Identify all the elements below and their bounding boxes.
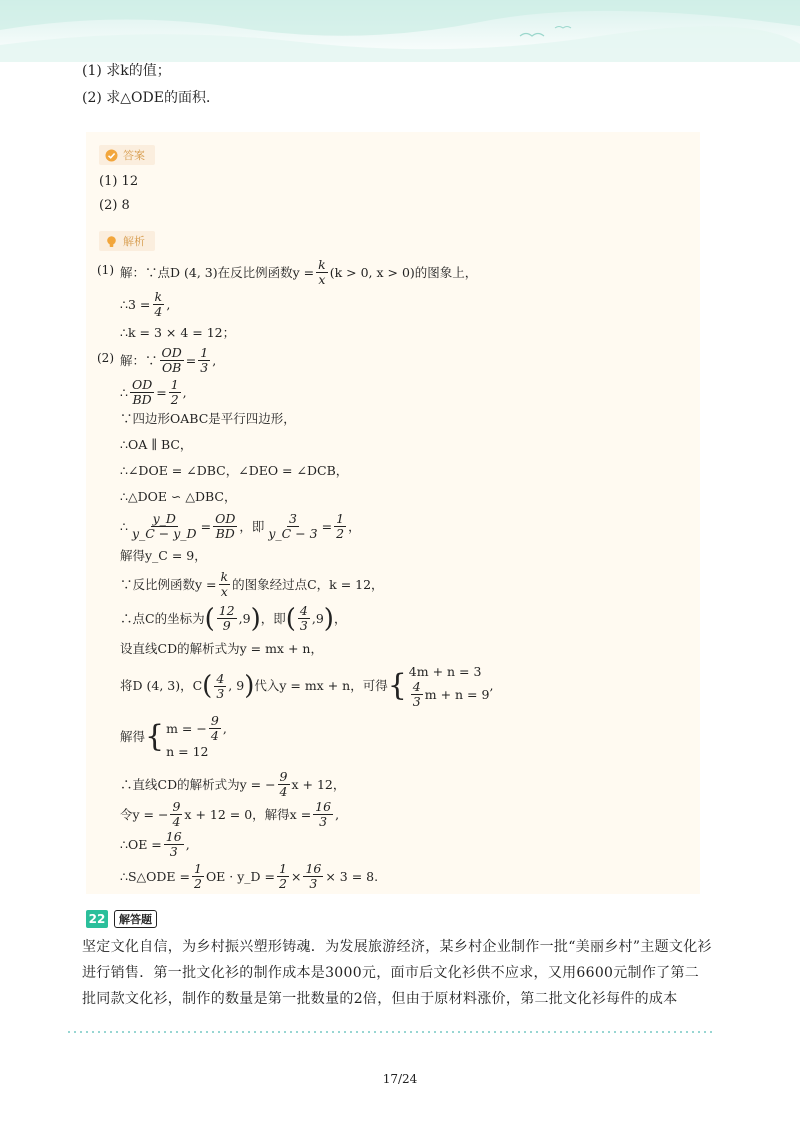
numerator: 1 [170,377,179,392]
sol-line-3: ∴k = 3 × 4 = 12； [120,325,236,340]
numerator: 1 [279,861,287,876]
question-22-text: 坚定文化自信，为乡村振兴塑形铸魂．为发展旅游经济，某乡村企业制作一批“美丽乡村”主题文化衫进行销售．第一批文化衫的制作成本是3000元，面市后文化衫供不应求，又用6600元制作了第二批同款文化衫，制作的数量是第一批数量的2倍，但由于原材料涨价，第二批文化衫每件的成本 [82,939,712,1007]
denominator: 9 [222,618,231,633]
numerator: OD [215,511,236,526]
numerator: 1 [336,511,345,526]
sol-line-15 [120,664,493,708]
question-type-tag: 解答题 [114,910,157,928]
denominator: BD [132,392,152,407]
sol-line-18 [120,800,339,829]
landscape-decoration [0,0,800,62]
sol-text: 将D (4, 3)，C [120,678,203,693]
sol-text: ∴OE = [120,836,162,852]
sol-line-7: ∴OA ∥ BC， [120,437,193,452]
right-paren: ) [244,671,255,701]
sol-text: = [321,518,333,534]
sol-line-5 [120,378,187,407]
denominator: 3 [319,814,328,829]
sol-line-2 [120,290,170,319]
sol-text: 代入y = mx + n，可得 [254,678,388,693]
answer-2: (2) 8 [99,198,130,213]
sol-line-14: 设直线CD的解析式为y = mx + n， [120,641,323,656]
fraction [217,604,237,633]
answer-label: 答案 [123,149,145,162]
sol-text: ∴点C的坐标为 [120,610,205,626]
sol-text: ∴ [120,384,128,400]
sol-text: ∵反比例函数y = [120,576,217,592]
fraction [334,512,346,541]
sol-line-8: ∴∠DOE = ∠DBC，∠DEO = ∠DCB， [120,463,349,478]
sol-line-10 [120,512,361,541]
sol-line-11: 解得y_C = 9， [120,548,207,563]
denominator: 3 [309,876,318,891]
numerator: 4 [299,603,308,618]
sol-line-20 [120,862,378,891]
sol-text: OE · y_D = [205,868,276,884]
fraction [130,512,199,541]
sol-text: ， [333,610,347,626]
fraction [278,770,290,799]
fraction [313,800,333,829]
sol-text: ∴S△ODE = [120,868,190,884]
sol-text: x + 12 = 0，解得x = [184,806,312,822]
sol-text: (k > 0, x > 0)的图象上， [329,264,478,280]
question-number-badge: 22 [86,910,108,928]
dotted-divider [66,1031,712,1033]
sol-line-19 [120,830,190,859]
sol-text: , [222,721,227,736]
denominator: OB [161,360,182,375]
fraction [298,604,310,633]
denominator: 3 [299,618,308,633]
fraction [192,862,204,891]
denominator: x [220,584,228,599]
equation-system [166,714,227,760]
sol-line-9: ∴△DOE ∽ △DBC， [120,489,237,504]
equation-system [409,663,490,709]
analysis-label: 解析 [123,235,145,248]
sol-line-17 [120,770,345,799]
sol-text: 解：∵ [120,352,158,368]
fraction [316,258,328,287]
left-paren: ( [204,603,215,634]
fraction [209,714,221,743]
sol-text: 解：∵点D (4, 3)在反比例函数y = [120,264,315,280]
sol-text: ，即 [260,610,286,626]
fraction [266,512,319,541]
numerator: 16 [165,829,182,844]
question-part-1: (1) 求k的值； [82,63,171,79]
system-brace: { [145,719,165,754]
right-paren: ) [250,603,261,634]
numerator: 12 [218,603,235,618]
denominator: 3 [169,844,178,859]
answer-chip [99,145,155,165]
numerator: 9 [279,769,288,784]
sol-text: , [489,678,494,693]
sol-line-16 [120,712,227,762]
denominator: 3 [200,360,209,375]
denominator: 4 [210,728,219,743]
sol-text: = [200,518,212,534]
sol-text: ,9 [311,610,324,626]
answer-1: (1) 12 [99,174,139,189]
sol-text: 令y = − [120,806,169,822]
sol-text: m + n = 9 [424,687,490,702]
sol-line-12 [120,570,384,599]
header-banner [0,0,800,62]
numerator: 9 [210,713,219,728]
question-part-2: (2) 求△ODE的面积． [82,90,220,106]
fraction [152,290,164,319]
sol-text: ,9 [238,610,251,626]
analysis-chip [99,231,155,251]
sol-text: , [212,352,217,368]
sol-text: ， [348,518,361,534]
part-1-label: (1) [97,263,114,277]
sol-text: m = − [166,721,207,736]
denominator: 3 [412,694,421,709]
equation [409,680,490,709]
fraction [219,570,231,599]
fraction [198,346,210,375]
fraction [411,680,423,709]
part-2-label: (2) [97,351,114,365]
sol-line-13 [120,604,346,633]
fraction [130,378,154,407]
fraction [169,378,181,407]
sol-text: , [182,384,187,400]
equation [166,714,227,743]
fraction [277,862,289,891]
sol-line-4 [120,346,216,375]
denominator: 2 [336,526,345,541]
sol-line-6: ∵四边形OABC是平行四边形， [120,411,296,426]
denominator: 2 [193,876,202,891]
numerator: 9 [172,799,181,814]
numerator: k [318,257,326,272]
numerator: 4 [216,670,225,686]
right-paren: ) [323,603,334,634]
fraction [170,800,182,829]
numerator: 4 [412,679,421,694]
equation: 4m + n = 3 [408,664,482,679]
sol-text: = [156,384,167,400]
numerator: OD [161,345,182,360]
numerator: k [154,289,163,304]
denominator: 2 [279,876,287,891]
fraction [160,346,184,375]
numerator: 1 [193,861,202,876]
denominator: y_C − 3 [268,526,318,541]
denominator: 4 [172,814,181,829]
denominator: 4 [279,784,288,799]
lightbulb-icon [105,235,118,248]
numerator: 3 [289,511,297,526]
sol-text: × [290,868,302,884]
sol-text: , [185,836,190,852]
numerator: k [220,569,229,584]
denominator: 2 [170,392,179,407]
sol-text: x + 12， [291,776,346,792]
numerator: 16 [305,861,322,876]
sol-text: 的图象经过点C，k = 12， [232,576,384,592]
denominator: 4 [154,304,163,319]
denominator: y_C − y_D [131,526,197,541]
left-paren: ( [202,671,213,701]
sol-text: ∴3 = [120,296,151,312]
fraction [214,672,226,701]
sol-text: ，即 [239,518,265,534]
sol-line-1 [120,258,477,287]
system-brace: { [387,668,407,703]
numerator: 16 [315,799,332,814]
sol-text: = [185,352,197,368]
sol-text: , 9 [228,678,245,693]
denominator: BD [215,526,235,541]
fraction [164,830,184,859]
denominator: x [318,272,326,287]
sol-text: ∴直线CD的解析式为y = − [120,776,276,792]
numerator: 1 [200,345,209,360]
sol-text: , [166,296,171,312]
equation: n = 12 [166,744,209,759]
denominator: 3 [216,685,225,701]
numerator: y_D [152,511,176,526]
numerator: OD [131,377,153,392]
fraction [303,862,323,891]
page-number: 17/24 [382,1072,418,1086]
sol-text: , [335,806,340,822]
left-paren: ( [285,603,296,634]
question-parts [82,58,220,112]
sol-text: ∴ [120,518,128,534]
check-badge-icon [105,149,118,162]
fraction [213,512,237,541]
sol-text: 解得 [120,729,146,744]
sol-text: × 3 = 8. [325,868,379,884]
